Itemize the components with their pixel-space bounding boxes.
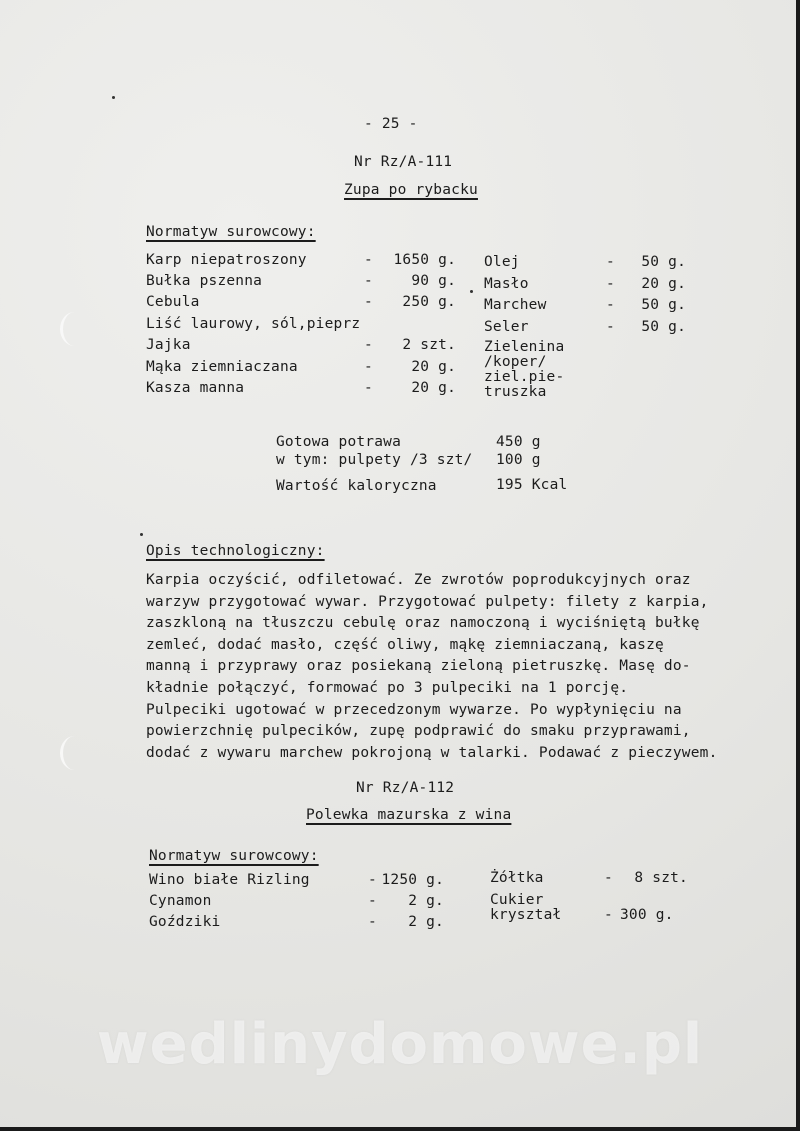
scan-edge [796,0,800,1131]
ingredient-qty: 20 g. [411,380,456,396]
norm-heading: Normatyw surowcowy: [146,224,316,240]
ingredient-qty: 2 szt. [402,337,456,353]
description-heading: Opis technologiczny: [146,543,325,559]
ingredient-name: Masło [484,276,529,292]
ready-value: 450 g [496,434,541,450]
scan-speck [112,96,115,99]
ready-label: Gotowa potrawa [276,434,402,450]
ingredient-name: Żółtka [490,870,544,886]
ingredient-dash: - [606,276,615,292]
ingredient-name: Liść laurowy, sól,pieprz [146,316,361,332]
ingredient-dash: - [364,337,373,353]
description-line: Karpia oczyścić, odfiletować. Ze zwrotów poprodukcyjnych oraz [146,572,691,588]
page-number: - 25 - [364,116,418,132]
ingredient-dash: - [606,297,615,313]
description-line: zaszkloną na tłuszczu cebulę oraz namoczoną i wyciśniętą bułkę [146,615,700,632]
scan-speck [140,533,143,536]
greens-line: truszka [484,384,547,400]
ingredient-dash: - [368,893,377,909]
greens-line: Zielenina [484,339,565,355]
kcal-value: 195 Kcal [496,477,568,493]
ingredient-name: Goździki [149,914,221,930]
ingredient-dash: - [364,294,373,310]
ingredient-name: Jajka [146,337,191,353]
ingredient-name: Wino białe Rizling [149,872,310,888]
greens-line: /koper/ [484,354,547,370]
ingredient-name: Cebula [146,294,200,310]
ingredient-dash: - [606,319,615,335]
ingredient-dash: - [364,359,373,375]
scan-edge [0,1127,800,1131]
greens-line: ziel.pie- [484,369,565,385]
ingredient-qty: 50 g. [641,254,686,270]
description-line: manną i przyprawy oraz posiekaną zieloną pietruszkę. Masę do- [146,658,691,675]
ingredient-qty: 90 g. [411,273,456,289]
ingredient-name: Mąka ziemniaczana [146,359,298,375]
recipe-title: Polewka mazurska z wina [306,807,512,823]
ingredient-qty: 250 g. [402,294,456,310]
incl-value: 100 g [496,452,541,468]
ingredient-dash: - [368,872,377,888]
ingredient-dash: - [364,380,373,396]
description-line: powierzchnię pulpecików, zupę podprawić do smaku przyprawami, [146,723,691,740]
ingredient-dash: - [606,254,615,270]
ingredient-qty: 1650 g. [393,252,456,268]
ingredient-name: Olej [484,254,520,270]
sugar-dash: - [604,907,613,923]
recipe-title: Zupa po rybacku [344,182,478,198]
ingredient-name: Karp niepatroszony [146,252,307,268]
description-line: dodać z wywaru marchew pokrojoną w talarki. Podawać z pieczywem. [146,744,718,761]
ingredient-qty: 8 szt. [634,870,688,886]
ingredient-qty: 50 g. [641,319,686,335]
ingredient-qty: 20 g. [411,359,456,375]
description-line: warzyw przygotować wywar. Przygotować pulpety: filety z karpia, [146,593,709,610]
punch-hole-mark [60,736,89,770]
description-line: kładnie połączyć, formować po 3 pulpeciki na 1 porcję. [146,680,629,696]
recipe-code: Nr Rz/A-112 [356,780,455,796]
sugar-line: Cukier [490,892,544,908]
ingredient-dash: - [364,273,373,289]
ingredient-dash: - [364,252,373,268]
ingredient-name: Marchew [484,297,547,313]
ingredient-dash: - [604,870,613,886]
ingredient-qty: 50 g. [641,297,686,313]
ingredient-name: Kasza manna [146,380,245,396]
description-line: Pulpeciki ugotować w przecedzonym wywarze. Po wypłynięciu na [146,701,682,718]
ingredient-name: Bułka pszenna [146,273,263,289]
ingredient-qty: 1250 g. [381,872,444,888]
recipe-code: Nr Rz/A-111 [354,154,453,170]
sugar-line: kryształ [490,907,562,923]
kcal-label: Wartość kaloryczna [276,478,437,494]
ingredient-qty: 2 g. [408,914,444,930]
ingredient-qty: 2 g. [408,893,444,909]
ingredient-qty: 20 g. [641,276,686,292]
ingredient-name: Cynamon [149,893,212,909]
norm-heading: Normatyw surowcowy: [149,848,319,864]
punch-hole-mark [60,312,89,346]
incl-label: w tym: pulpety /3 szt/ [276,452,473,468]
sugar-qty: 300 g. [620,907,674,923]
description-line: zemleć, dodać masło, część oliwy, mąkę ziemniaczaną, kaszę [146,636,664,653]
scan-speck [470,290,473,293]
watermark: wedlinydomowe.pl [96,1012,704,1077]
ingredient-name: Seler [484,319,529,335]
ingredient-dash: - [368,914,377,930]
